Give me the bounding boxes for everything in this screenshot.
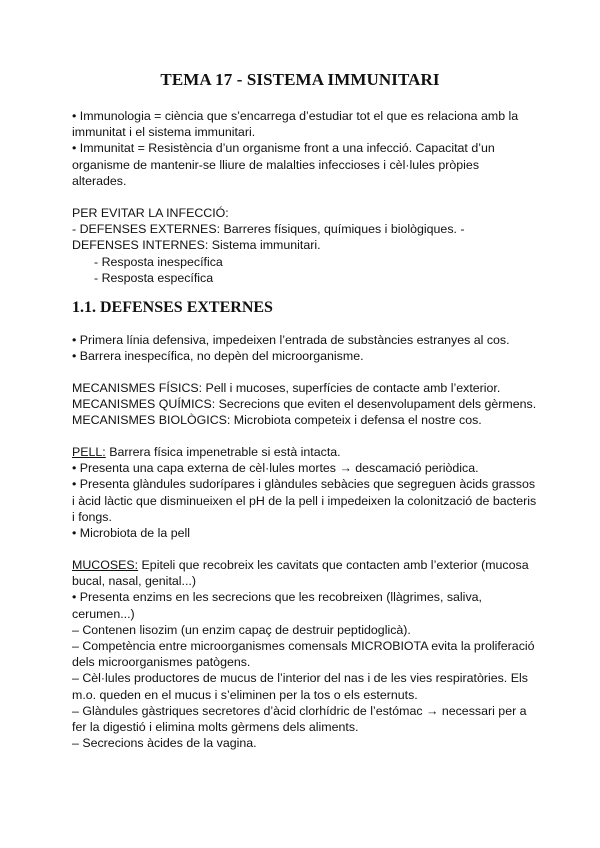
pell-line: • Microbiota de la pell	[72, 526, 190, 541]
mucoses-line: – Glàndules gàstriques secretores d’àcid clorhídric de l’estómac → necessari per a	[72, 703, 527, 718]
pell-description: Barrera física impenetrable si està intacta.	[105, 445, 341, 459]
avoid-subitem: - Resposta inespecífica	[94, 254, 223, 269]
mucoses-line: – Contenen lisozim (un enzim capaç de destruir peptidoglicà).	[72, 622, 411, 637]
avoid-heading: PER EVITAR LA INFECCIÓ:	[72, 206, 229, 220]
mucoses-line: bucal, nasal, genital...)	[72, 574, 196, 589]
avoid-line: DEFENSES INTERNES: Sistema immunitari.	[72, 238, 321, 253]
mucoses-line: fer la digestió i elimina molts gèrmens dels aliments.	[72, 720, 359, 735]
avoid-line: - DEFENSES EXTERNES: Barreres físiques, químiques i biològiques. -	[72, 222, 465, 237]
list-item: • Primera línia defensiva, impedeixen l’entrada de substàncies estranyes al cos.	[72, 333, 510, 347]
mechanism-line: MECANISMES BIOLÒGICS: Microbiota competeix i defensa el nostre cos.	[72, 413, 482, 428]
intro-block	[72, 108, 534, 189]
pell-heading-line	[72, 444, 534, 460]
avoid-subitem: - Resposta específica	[94, 270, 214, 285]
avoid-infection-block	[72, 205, 534, 286]
intro-line: • Immunitat = Resistència d’un organisme front a una infecció. Capacitat d’un	[72, 141, 495, 156]
pell-line: • Presenta glàndules sudorípares i glàndules sebàcies que segreguen àcids grassos	[72, 477, 536, 492]
pell-line: • Presenta una capa externa de cèl·lules mortes → descamació periòdica.	[72, 461, 479, 476]
list-item: • Barrera inespecífica, no depèn del microorganisme.	[72, 349, 364, 364]
intro-line: organisme de mantenir-se lliure de malalties infeccioses i cèl·lules pròpies	[72, 157, 480, 172]
mucoses-line: – Secrecions àcides de la vagina.	[72, 736, 257, 751]
mucoses-line: – Competència entre microorganismes comensals MICROBIOTA evita la proliferació	[72, 639, 535, 654]
mucoses-label: MUCOSES:	[72, 558, 139, 572]
intro-line: • Immunologia = ciència que s’encarrega d’estudiar tot el que es relaciona amb la	[72, 109, 519, 123]
mechanism-line: MECANISMES FÍSICS: Pell i mucoses, superfícies de contacte amb l’exterior.	[72, 381, 501, 395]
mucoses-line: cerumen...)	[72, 606, 135, 621]
pell-block	[72, 444, 537, 541]
pell-label: PELL:	[72, 445, 106, 459]
defenses-list	[72, 332, 534, 364]
mucoses-line: – Cèl·lules productores de mucus de l’interior del nas i de les vies respiratòries. Els	[72, 671, 528, 686]
mucoses-description: Epiteli que recobreix les cavitats que contacten amb l’exterior (mucosa	[138, 558, 529, 572]
section-heading: 1.1. DEFENSES EXTERNES	[72, 299, 273, 316]
page-title: TEMA 17 - SISTEMA IMMUNITARI	[160, 70, 440, 89]
mucoses-line: dels microorganismes patògens.	[72, 655, 251, 670]
mechanisms-block	[72, 380, 537, 429]
intro-line: immunitat i el sistema immunitari.	[72, 125, 256, 140]
intro-line: alterades.	[72, 173, 127, 188]
mechanism-line: MECANISMES QUÍMICS: Secrecions que eviten el desenvolupament dels gèrmens.	[72, 397, 537, 412]
mucoses-line: • Presenta enzims en les secrecions que les recobreixen (llàgrimes, saliva,	[72, 590, 482, 605]
mucoses-heading-line	[72, 557, 534, 573]
pell-line: i àcid làctic que disminueixen el pH de la pell i impedeixen la colonització de bacteris	[72, 493, 537, 508]
mucoses-block	[72, 557, 534, 751]
mucoses-line: m.o. queden en el mucus i s’eliminen per la tos o els esternuts.	[72, 687, 418, 702]
pell-line: i fongs.	[72, 509, 112, 524]
